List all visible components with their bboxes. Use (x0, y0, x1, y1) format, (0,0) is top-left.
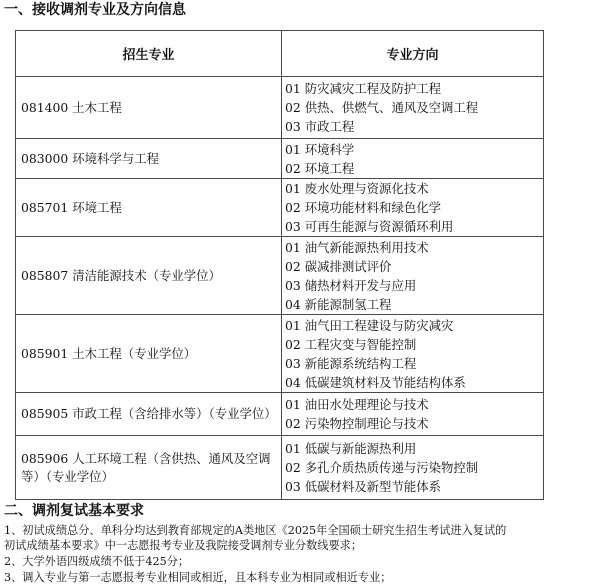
major-cell: 085807 清洁能源技术（专业学位） (16, 237, 282, 315)
direction-item: 01 防灾减灾工程及防护工程 (285, 81, 442, 96)
requirement-2: 2、大学外语四级成绩不低于425分； (4, 555, 190, 568)
major-cell: 085905 市政工程（含给排水等）（专业学位） (16, 393, 282, 436)
direction-item: 03 市政工程 (285, 119, 355, 134)
direction-item: 02 污染物控制理论与技术 (285, 416, 429, 431)
directions-cell (282, 77, 544, 139)
major-cell: 085901 土木工程（专业学位） (16, 315, 282, 393)
table-row (16, 139, 544, 179)
directions-cell (282, 179, 544, 237)
table-row (16, 315, 544, 393)
table-row (16, 179, 544, 237)
requirement-1-line-2: 初试成绩基本要求》中一志愿报考专业及我院接受调剂专业分数线要求； (4, 539, 363, 552)
direction-item: 01 低碳与新能源热利用 (285, 441, 417, 456)
direction-item: 03 储热材料开发与应用 (285, 277, 417, 293)
direction-item: 03 低碳材料及新型节能体系 (285, 479, 442, 494)
majors-table (15, 30, 544, 500)
direction-item: 03 可再生能源与资源循环利用 (285, 219, 454, 234)
direction-item: 01 环境科学 (285, 141, 355, 157)
direction-item: 02 供热、供燃气、通风及空调工程 (285, 100, 479, 115)
table-row (16, 436, 544, 500)
direction-item: 02 工程灾变与智能控制 (285, 336, 417, 352)
major-cell: 085701 环境工程 (16, 179, 282, 237)
section-title-requirements: 二、调剂复试基本要求 (4, 503, 144, 519)
direction-item: 04 低碳建筑材料及节能结构体系 (285, 374, 466, 390)
requirement-3: 3、调入专业与第一志愿报考专业相同或相近，且本科专业为相同或相近专业； (4, 571, 392, 584)
table-row (16, 393, 544, 436)
direction-item: 02 环境工程 (285, 160, 355, 176)
requirement-1-line-1: 1、初试成绩总分、单科分均达到教育部规定的A类地区《2025年全国硕士研究生招生考试进入复试的 (4, 524, 507, 537)
directions-cell (282, 393, 544, 436)
direction-item: 04 新能源制氢工程 (285, 296, 392, 312)
directions-cell (282, 237, 544, 315)
table-row (16, 77, 544, 139)
major-cell: 081400 土木工程 (16, 77, 282, 139)
direction-item: 02 环境功能材料和绿色化学 (285, 200, 442, 215)
direction-item: 01 废水处理与资源化技术 (285, 181, 429, 196)
direction-item: 02 碳减排测试评价 (285, 258, 392, 274)
directions-cell (282, 139, 544, 179)
major-cell: 083000 环境科学与工程 (16, 139, 282, 179)
direction-item: 01 油气田工程建设与防灾减灾 (285, 317, 454, 333)
direction-item: 01 油气新能源热利用技术 (285, 239, 429, 255)
header-major: 招生专业 (16, 31, 282, 77)
table-row (16, 237, 544, 315)
directions-cell (282, 315, 544, 393)
section-title-majors: 一、接收调剂专业及方向信息 (4, 2, 186, 18)
direction-item: 03 新能源系统结构工程 (285, 355, 417, 371)
header-direction: 专业方向 (282, 31, 544, 77)
directions-cell (282, 436, 544, 500)
table-header-row (16, 31, 544, 77)
direction-item: 01 油田水处理理论与技术 (285, 397, 429, 412)
major-cell: 085906 人工环境工程（含供热、通风及空调等）（专业学位） (16, 436, 282, 500)
direction-item: 02 多孔介质热质传递与污染物控制 (285, 460, 479, 475)
